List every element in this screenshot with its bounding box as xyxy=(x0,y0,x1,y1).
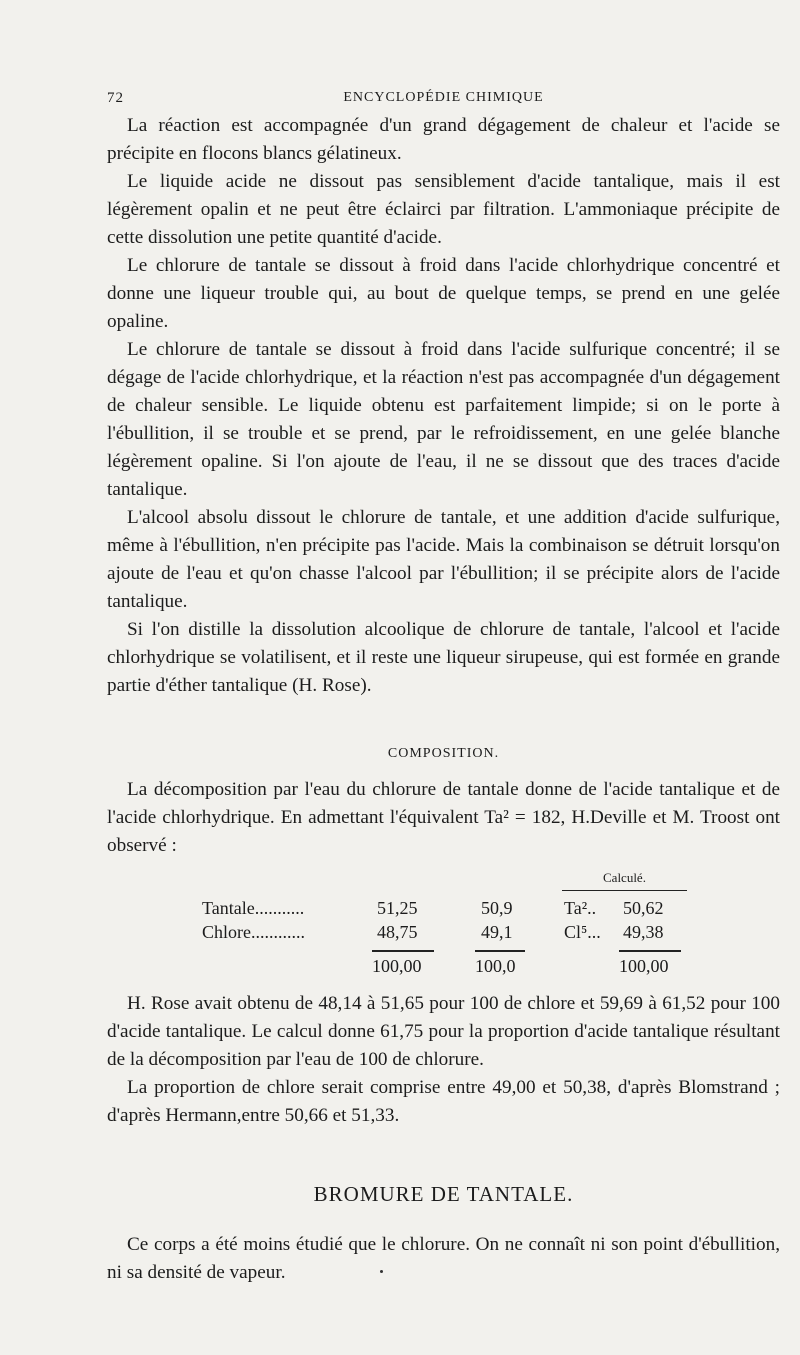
total-obs2: 100,0 xyxy=(475,956,516,976)
paragraph-alcool-absolu: L'alcool absolu dissout le chlorure de tantale, et une addition d'acide sulfurique, même à l'ébullition, n'en précipite pas l'acide. Mais la combinaison se détruit lorsqu'on ajoute de l'eau et qu'on chasse l'alcool par l'ébullition; il se précipite alors de l'acide tantalique. xyxy=(107,507,780,612)
row-obs1: 51,25 xyxy=(377,898,418,918)
paragraph-rose: H. Rose avait obtenu de 48,14 à 51,65 pour 100 de chlore et 59,69 à 61,52 pour 100 d'acide tantalique. Le calcul donne 61,75 pour la proportion d'acide tantalique résultant de la décomposition par l'eau de 100 de chlorure. xyxy=(107,993,780,1070)
page-number: 72 xyxy=(107,90,124,106)
bromure-heading: BROMURE DE TANTALE. xyxy=(313,1182,574,1206)
sum-rule xyxy=(372,950,434,952)
composition-table xyxy=(107,870,780,990)
paragraph-acide-chlorhydrique: Le chlorure de tantale se dissout à froid dans l'acide chlorhydrique concentré et donne une liqueur trouble qui, au bout de quelque temps, se prend en une gelée opaline. xyxy=(107,255,780,332)
paragraph-liquide-acide: Le liquide acide ne dissout pas sensiblement d'acide tantalique, mais il est légèrement opalin et ne peut être éclairci par filtration. L'ammoniaque précipite de cette dissolution une petite quantité d'acide. xyxy=(107,171,780,248)
page xyxy=(107,90,780,1287)
row-symbol: Ta².. xyxy=(564,898,597,918)
paragraph-blomstrand: La proportion de chlore serait comprise entre 49,00 et 50,38, d'après Blomstrand ; d'après Hermann,entre 50,66 et 51,33. xyxy=(107,1077,780,1126)
row-name: Tantale........... xyxy=(202,898,305,918)
paragraph-distillation: Si l'on distille la dissolution alcoolique de chlorure de tantale, l'alcool et l'acide chlorhydrique se volatilisent, et il reste une liqueur sirupeuse, qui est formée en grande partie d'éther tantalique (H. Rose). xyxy=(107,619,780,696)
ink-speck xyxy=(380,1270,383,1273)
row-name: Chlore............ xyxy=(202,922,305,942)
row-obs1: 48,75 xyxy=(377,922,418,942)
row-calc: 49,38 xyxy=(623,922,664,942)
row-obs2: 49,1 xyxy=(481,922,513,942)
composition-heading: COMPOSITION. xyxy=(387,746,500,761)
sum-rule xyxy=(619,950,681,952)
sum-rule xyxy=(475,950,525,952)
total-calc: 100,00 xyxy=(619,956,669,976)
row-symbol: Cl⁵... xyxy=(564,922,601,942)
paragraph-composition-intro: La décomposition par l'eau du chlorure de tantale donne de l'acide tantalique et de l'acide chlorhydrique. En admettant l'équivalent Ta² = 182, H.Deville et M. Troost ont observé : xyxy=(107,779,780,856)
paragraph-reaction: La réaction est accompagnée d'un grand dégagement de chaleur et l'acide se précipite en flocons blancs gélatineux. xyxy=(107,115,780,164)
running-title: ENCYCLOPÉDIE CHIMIQUE xyxy=(343,90,544,105)
total-obs1: 100,00 xyxy=(372,956,422,976)
page-header xyxy=(107,90,780,112)
calc-brace xyxy=(562,890,687,891)
calc-label: Calculé. xyxy=(603,870,646,885)
row-obs2: 50,9 xyxy=(481,898,513,918)
paragraph-acide-sulfurique: Le chlorure de tantale se dissout à froid dans l'acide sulfurique concentré; il se dégage de l'acide chlorhydrique, et la réaction n'est pas accompagnée d'un dégagement de chaleur sensible. Le liquide obtenu est parfaitement limpide; si on le porte à l'ébullition, il se trouble et se prend, par le refroidissement, en une gelée blanche légèrement opaline. Si l'on ajoute de l'eau, il ne se dissout que des traces d'acide tantalique. xyxy=(107,339,780,500)
row-calc: 50,62 xyxy=(623,898,664,918)
paragraph-bromure: Ce corps a été moins étudié que le chlorure. On ne connaît ni son point d'ébullition, ni sa densité de vapeur. xyxy=(107,1234,780,1283)
